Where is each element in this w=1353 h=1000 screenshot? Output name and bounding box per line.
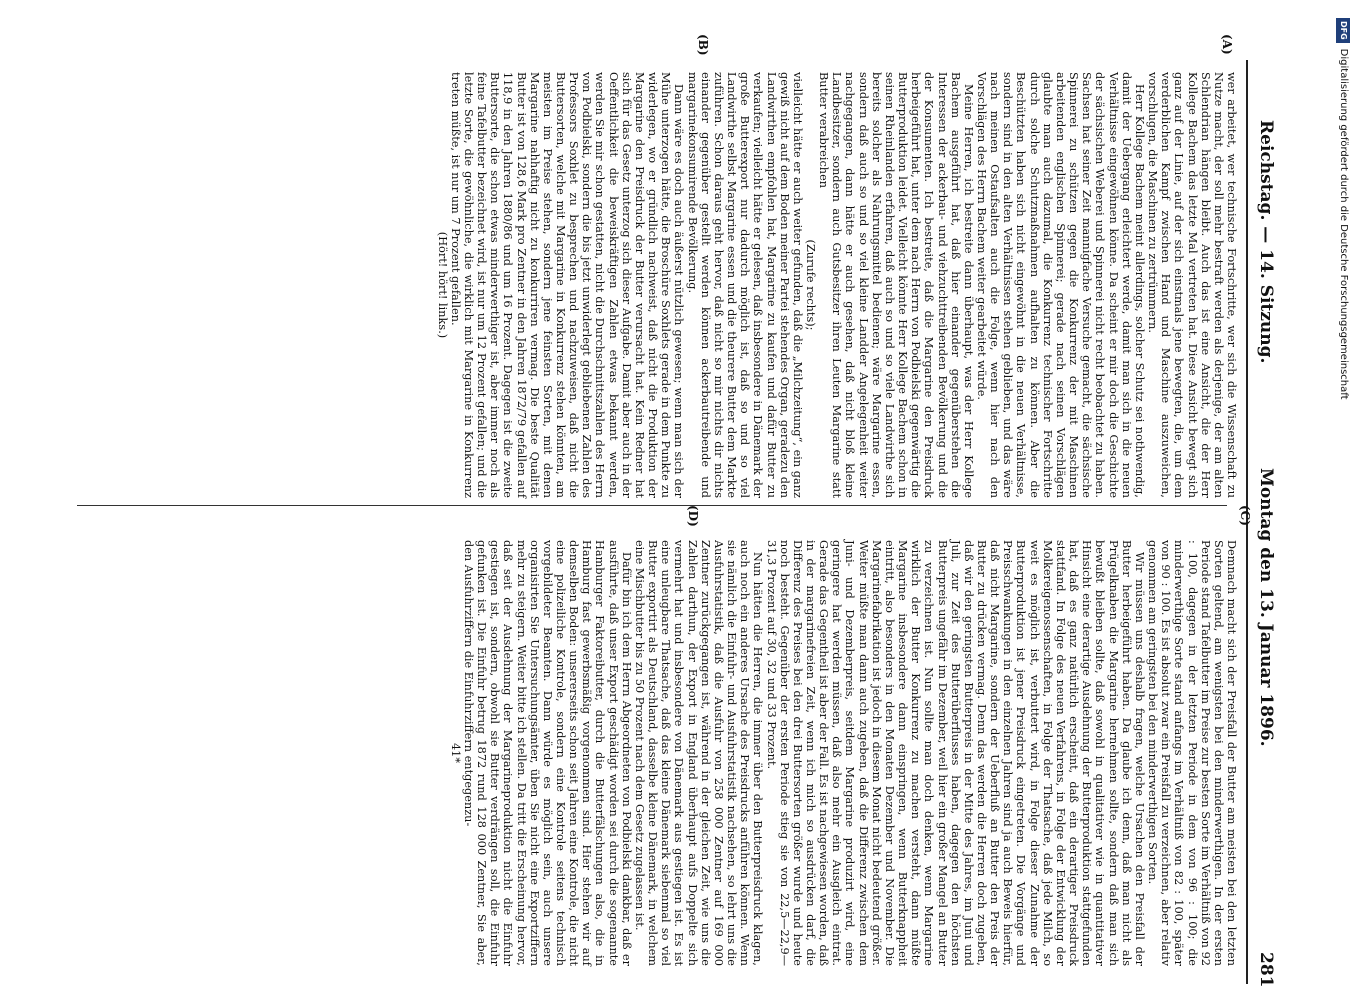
interjection: (Zurufe rechts); — [804, 239, 817, 331]
margin-marker-a: (A) — [1220, 34, 1234, 55]
page-number: 281 — [1256, 952, 1276, 988]
paragraph: Herr Kollege Bachem meint allerdings, solcher Schutz sei nothwendig, damit der Uebergang erleichtert werde, damit man sich in die neuen Verhältnisse eingewöhnen könne. Da scheint er mir doch die Geschichte der sächsischen Weberei und Spinnerei nicht recht beobachtet zu haben. Sachsen hat seiner Zeit mannigfache Versuche gemacht, die sächsische Spinnerei zu schützen gegen die Konkurrenz der mit Maschinen arbeitenden englischen Spinnerei; gerade nach seinen Vorschlägen glaubte man auch dazumal, die Konkurrenz technischer Fortschritte durch solche Schutzmaßnahmen aufhalten zu können. Aber die Beschützten haben sich nicht eingewöhnt in die neuen Verhältnisse, sondern sind in den alten Verhältnissen stehen geblieben, und das wäre nach meinen Ostaufsalten auch die Folge, wenn hier nach den Vorschlägen des Herrn Bachem weiter gearbeitet würde. — [975, 72, 1146, 498]
paragraph: Demnach macht sich der Preisfall der Butter am meisten bei den letzten Sorten geltend, am wenigsten bei den minderwerthigen. In der ersten Periode stand Tafelbutter im Preise zur besten Sorte im Verhältniß von 92 : 100, dagegen in der letzten Periode in dem von 96 : 100; die minderwerthige Sorte stand anfangs im Verhältniß von 82 : 100, später von 90 : 100. Es ist absolut zwar ein Preisfall zu verzeichnen, aber relativ genommen am geringsten bei den minderwerthigen Sorten. — [1146, 540, 1238, 966]
digitization-credit — [1336, 18, 1350, 978]
left-column — [435, 72, 1238, 498]
header-session: Reichstag. — 14. Sitzung. — [1256, 120, 1276, 364]
right-column — [449, 540, 1238, 966]
margin-marker-c: (C) — [1238, 505, 1252, 526]
paragraph: Meine Herren, ich bestreite dann überhaupt, was der Herr Kollege Bachem ausgeführt hat, daß hier einander gegenüberstehen die Interessen der ackerbau- und viehzuchttreibenden Bevölkerung und die der Konsumenten. Ich bestreite, daß die Margarine den Preisdruck herbeigeführt hat, unter dem nach Herrn von Podbielski gegenwärtig die Butterproduktion leidet. Vielleicht könnte Herr Kollege Bachem schon in seinen Rheinlanden erfahren, daß auch so und so viele Landwirthe sich bereits solcher als Nahrungsmittel bedienen; wäre Margarine essen, sondern daß auch so und so viel kleine Landder Angelegenheit weiter nachgegangen, dann hätte er auch gesehen, daß nicht bloß kleine Landbesitzer, sondern auch Gutsbesitzer ihren Leuten Margarine statt Butter verabreichen — [817, 72, 975, 498]
interjection: (Hört! hört! links.) — [435, 231, 449, 339]
margin-marker-b: (B) — [696, 34, 710, 56]
paragraph: wer arbeitet, wer technische Fortschritte, wer sich die Wissenschaft zu Nutze macht, der soll mehr bestraft werden als derjenige, der am alten Schlendrian hängen bleibt. Auch das ist eine Ansicht, die der Herr Kollege Bachem das letzte Mal vertreten hat. Diese Ansicht bewegt sich ganz auf der Linie, auf der sich einstmals jene bewegten, die, um dem verderblichen Kampf zwischen Hand und Maschine auszuweichen, vorschlugen, die Maschinen zu zertrümmern. — [1146, 72, 1238, 498]
paragraph: Wir müssen uns deshalb fragen, welche Ursachen den Preisfall der Butter herbeigeführt haben. Da glaube ich denn, daß man nicht als Prügelknaben die Margarine hernehmen sollte, sondern daß man sich bewußt bleiben sollte, daß sowohl in qualitativer wie in quantitativer Hinsicht eine derartige Ausdehnung der Butterproduktion stattgefunden hat, daß es ganz natürlich erscheint, daß ein derartiger Preisdruck stattfand. In Folge des neuen Verfahrens, in Folge der Entwicklung der Molkereigenossenschaften, in Folge der Thatsache, daß jede Milch, so weit es möglich ist, verbuttert wird, in Folge dieser Zunahme der Butterproduktion ist jener Preisdruck eingetreten. Die Vorgänge und Preisschwankungen in den einzelnen Jahren sind ja auch Beweis hierfür, daß nicht Margarine, sondern der Ueberfluß an Butter den Preis der Butter zu drücken vermag. Denn das werden die Herren doch zugeben, daß wir den geringsten Butterpreis in der Mitte des Jahres, im Juni und Juli, zur Zeit des Butterüberflusses haben, dagegen den höchsten Butterpreis ungefähr im Dezember, weil hier ein großer Mangel an Butter zu verzeichnen ist. Nun sollte man doch denken, wenn Margarine wirklich der Butter Konkurrenz zu machen versteht, dann müßte Margarine insbesondere dann einspringen, wenn Butterknappheit eintritt, also besonders in den Monaten Dezember und November. Die Margarinefabrikation ist jedoch in diesem Monat nicht bedeutend größer. Weiter müßte man dann auch zugeben, daß die Differenz zwischen dem Juni- und Dezemberpreis, seitdem Margarine produzirt wird, eine geringere hat werden müssen, daß also mehr ein Ausgleich eintrat. Gerade das Gegentheil ist aber der Fall. Es ist nachgewiesen worden, daß in der margarinefreien Zeit, wenn ich mich so ausdrücken darf, die Differenz des Preises bei den drei Buttersorten größer wurde und heute noch besteht. Gegenüber der ersten Periode stieg sie von 22,5—22,9—31,3 Prozent auf 30, 32 und 33 Prozent. — [764, 540, 1146, 966]
footer-mark: 41* — [448, 742, 462, 764]
digitization-credit-text: Digitalisierung gefördert durch die Deutsche Forschungsgemeinschaft — [1338, 48, 1349, 400]
paragraph: Dafür bin ich dem Herrn Abgeordneten von Podbielski dankbar, daß er ausführte, daß unser Export geschädigt worden sei durch die sogenannte Hamburger Faktoreibutter, durch die Butterfälschungen also, die in Hamburg fast gewerbsmäßig vorgenommen sind. Hier stehen wir auf demselben Boden: unsererseits schon seit Jahren eine Kontrole, die nicht eine polizeiliche Kontrole, sondern eine Kontrole seitens technisch vorgebildeter Beamten. Dann würde es möglich sein, auch unsere organisirten Sie Untersuchungsämter, üben Sie nicht eine Exportziffern mehr zu steigern. Weiter bitte ich stellen. Da tritt die Erscheinung hervor, daß seit der Ausdehnung der Margarineproduktion nicht die Einfuhr gestiegen ist, sondern, obwohl sie Butter verdrängen soll, die Einfuhr gefunken ist. Die Einfuhr betrug 1872 rund 128 000 Zentner, Sie aber, den Ausfuhrziffern die Einfuhrziffern entgegenzu- — [461, 540, 633, 966]
paragraph: vielleicht hätte er auch weiter gefunden, daß die „Milchzeitung“, ein ganz gewiß nicht auf dem Boden meiner Partei stehendes Organ, geradezu den Landwirthen empfohlen hat, Margarine zu kaufen und dafür Butter zu verkaufen; vielleicht hätte er gelesen, daß insbesondere in Dänemark der große Butterexport nur dadurch möglich ist, daß so und so viel Landwirthe selbst Margarine essen und die theurere Butter dem Markte zuführen. Schon daraus geht hervor, daß nicht so mir nichts dir nichts einander gegenüber gestellt werden können ackerbautreibende und margarinekonsumirende Bevölkerung. — [685, 72, 804, 498]
paragraph: Nun hätten die Herren, die immer über den Butterpreisdruck klagen, auch noch ein anderes Ursache des Preisdrucks anführen können. Wenn sie nämlich die Einfuhr- und Ausfuhrstatistik nachsehen, so lehrt uns die Ausfuhrstatistik, daß die Ausfuhr von 258 000 Zentner auf 169 000 Zentner zurückgegangen ist, während in der gleichen Zeit, wie uns die Zahlen darthun, der Export in England überhaupt aufs Doppelte sich vermehrt hat und insbesondere von Dänemark aus gestiegen ist. Es ist eine unleugbare Thatsache, daß das kleine Dänemark siebenmal so viel Butter exportirt als Deutschland, dasselbe kleine Dänemark, in welchem eine Mischbutter bis zu 50 Prozent nach dem Gesetz zugelassen ist. — [632, 540, 765, 966]
page-header — [1248, 0, 1282, 1000]
margin-marker-d: (D) — [686, 505, 700, 527]
paragraph: Dann wäre es doch auch äußerst nützlich gewesen; wenn man sich der Mühe unterzogen hätte, die Broschüre Soxhlets gerade in dem Punkte zu widerlegen, wo er gründlich nachweist, daß nicht die Produktion der Margarine den Preisdruck der Butter verursacht hat. Kein Redner hat sich für das Gesetz unterzog sich dieser Aufgabe. Damit aber auch in der Oeffentlichkeit die beweiskräftigen Zahlen etwas bekannt werden, werden Sie mir schon gestatten, nicht die Durchschnittszahlen des Herrn von Podbielski, sondern die bis jetzt unwiderlegt gebliebenen Zahlen des Professors Soxhlet zu besprechen und nachzuweisen, daß nicht die Buttersorten, welche mit Margarine in Konkurrenz stehen könnten, am meisten im Preise stehen, sondern jene feinsten Sorten, mit denen Margarine nahhaftig nicht zu konkurriren vermag. Die beste Qualität Butter ist von 128,6 Mark pro Zentner in den Jahren 1872/79 gefallen auf 118,9 in den Jahren 1880/86 und um 16 Prozent. Dagegen ist die zweite Buttersorte, die schon etwas minderwerthiger ist, aber immer noch als feine Tafelbutter bezeichnet wird, ist nur um 12 Prozent gefallen; und die letzte Sorte, die gewöhnliche, die wirklich mit Margarine in Konkurrenz treten müßte, ist nur um 7 Prozent gefallen. — [448, 72, 686, 498]
column-separator — [77, 505, 1227, 506]
header-date: Montag den 13. Januar 1896. — [1256, 468, 1276, 747]
dfg-logo: DFG — [1336, 18, 1350, 43]
